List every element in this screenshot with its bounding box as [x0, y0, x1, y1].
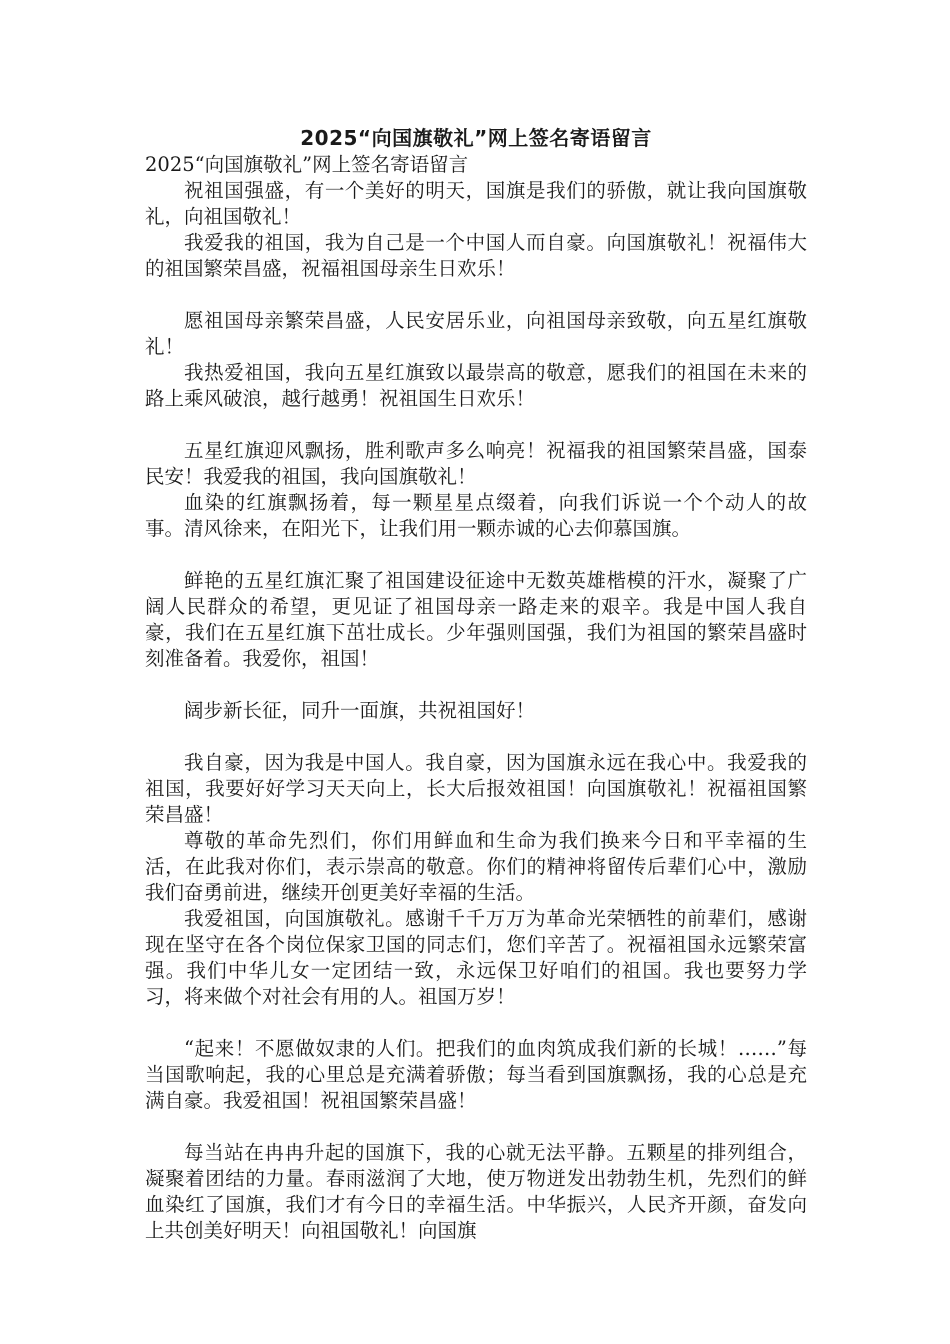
- paragraph-gap: [145, 282, 807, 308]
- paragraph-4: 我热爱祖国，我向五星红旗致以最崇高的敬意，愿我们的祖国在未来的路上乘风破浪，越行越勇！祝祖国生日欢乐！: [145, 361, 807, 410]
- paragraph-6: 血染的红旗飘扬着，每一颗星星点缀着，向我们诉说一个个动人的故事。清风徐来，在阳光下，让我们用一颗赤诚的心去仰慕国旗。: [145, 491, 807, 540]
- paragraph-11: 我爱祖国，向国旗敬礼。感谢千千万万为革命光荣牺牲的前辈们，感谢现在坚守在各个岗位保家卫国的同志们，您们辛苦了。祝福祖国永远繁荣富强。我们中华儿女一定团结一致，永远保卫好咱们的祖国。我也要努力学习，将来做个对社会有用的人。祖国万岁！: [145, 907, 807, 1008]
- paragraph-7: 鲜艳的五星红旗汇聚了祖国建设征途中无数英雄楷模的汗水，凝聚了广阔人民群众的希望，更见证了祖国母亲一路走来的艰辛。我是中国人我自豪，我们在五星红旗下茁壮成长。少年强则国强，我们为祖国的繁荣昌盛时刻准备着。我爱你，祖国！: [145, 569, 807, 670]
- document-title: 2025“向国旗敬礼”网上签名寄语留言: [300, 126, 652, 150]
- paragraph-10: 尊敬的革命先烈们，你们用鲜血和生命为我们换来今日和平幸福的生活，在此我对你们，表示崇高的敬意。你们的精神将留传后辈们心中，激励我们奋勇前进，继续开创更美好幸福的生活。: [145, 829, 807, 904]
- paragraph-gap: [145, 672, 807, 698]
- paragraph-gap: [145, 1114, 807, 1140]
- paragraph-3: 愿祖国母亲繁荣昌盛，人民安居乐业，向祖国母亲致敬，向五星红旗敬礼！: [145, 309, 807, 358]
- paragraph-9: 我自豪，因为我是中国人。我自豪，因为国旗永远在我心中。我爱我的祖国，我要好好学习天天向上，长大后报效祖国！向国旗敬礼！祝福祖国繁荣昌盛！: [145, 751, 807, 826]
- paragraph-gap: [145, 724, 807, 750]
- paragraph-2: 我爱我的祖国，我为自己是一个中国人而自豪。向国旗敬礼！祝福伟大的祖国繁荣昌盛，祝福祖国母亲生日欢乐！: [145, 231, 807, 280]
- paragraph-gap: [145, 1010, 807, 1036]
- document-subtitle: 2025“向国旗敬礼”网上签名寄语留言: [145, 153, 469, 176]
- paragraph-13: 每当站在冉冉升起的国旗下，我的心就无法平静。五颗星的排列组合，凝聚着团结的力量。春雨滋润了大地，使万物迸发出勃勃生机，先烈们的鲜血染红了国旗，我们才有今日的幸福生活。中华振兴，人民齐开颜，奋发向上共创美好明天！向祖国敬礼！向国旗: [145, 1141, 807, 1242]
- paragraph-8: 阔步新长征，同升一面旗，共祝祖国好！: [184, 699, 536, 722]
- paragraph-12: “起来！不愿做奴隶的人们。把我们的血肉筑成我们新的长城！……”每当国歌响起，我的心里总是充满着骄傲；每当看到国旗飘扬，我的心总是充满自豪。我爱祖国！祝祖国繁荣昌盛！: [145, 1037, 807, 1112]
- paragraph-5: 五星红旗迎风飘扬，胜利歌声多么响亮！祝福我的祖国繁荣昌盛，国泰民安！我爱我的祖国，我向国旗敬礼！: [145, 439, 807, 488]
- document-page: [145, 124, 807, 1244]
- paragraph-1: 祝祖国强盛，有一个美好的明天，国旗是我们的骄傲，就让我向国旗敬礼，向祖国敬礼！: [145, 179, 807, 228]
- paragraph-gap: [145, 412, 807, 438]
- paragraph-gap: [145, 542, 807, 568]
